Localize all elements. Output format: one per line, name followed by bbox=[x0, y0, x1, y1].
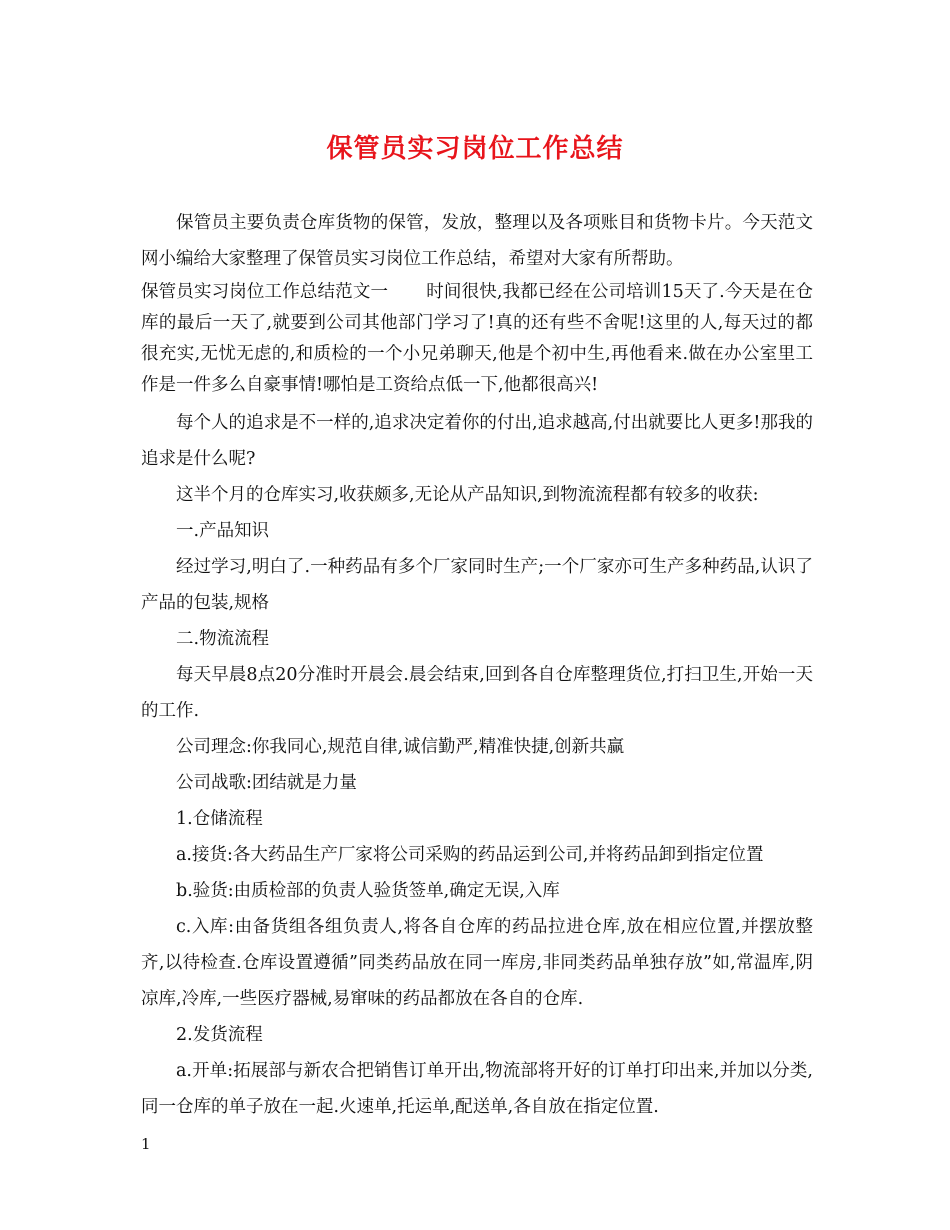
page-number: 1 bbox=[141, 1135, 151, 1153]
body-paragraph: b.验货:由质检部的负责人验货签单,确定无误,入库 bbox=[176, 881, 560, 901]
sample-heading: 保管员实习岗位工作总结范文一 bbox=[141, 282, 389, 302]
sample-paragraph bbox=[141, 277, 813, 401]
body-paragraph: a.接货:各大药品生产厂家将公司采购的药品运到公司,并将药品卸到指定位置 bbox=[176, 845, 764, 865]
body-paragraph: 这半个月的仓库实习,收获颇多,无论从产品知识,到物流流程都有较多的收获: bbox=[176, 485, 759, 505]
sample-lead: 时间很快,我都已经在公司培训15天了.今天是在仓库的最后一天了,就要到公司其他部门学习了!真的还有些不舍呢!这里的人,每天过的都很充实,无忧无虑的,和质检的一个小兄弟聊天,他是个初中生,再他看来.做在办公室里工作是一件多么自豪事情!哪怕是工资给点低一下,他都很高兴! bbox=[141, 282, 813, 395]
body-paragraph: 经过学习,明白了.一种药品有多个厂家同时生产;一个厂家亦可生产多种药品,认识了产品的包装,规格 bbox=[141, 557, 813, 613]
section-heading: 二.物流流程 bbox=[176, 629, 270, 649]
body-paragraph: a.开单:拓展部与新农合把销售订单开出,物流部将开好的订单打印出来,并加以分类,同一仓库的单子放在一起.火速单,托运单,配送单,各自放在指定位置. bbox=[141, 1061, 813, 1117]
subsection-heading: 2.发货流程 bbox=[176, 1025, 263, 1045]
body-paragraph: 公司战歌:团结就是力量 bbox=[176, 773, 357, 793]
body-paragraph: 公司理念:你我同心,规范自律,诚信勤严,精准快捷,创新共赢 bbox=[176, 737, 625, 757]
body-paragraph: c.入库:由备货组各组负责人,将各自仓库的药品拉进仓库,放在相应位置,并摆放整齐,以待检查.仓库设置遵循”同类药品放在同一库房,非同类药品单独存放”如,常温库,阴凉库,冷库,一些医疗器械,易窜味的药品都放在各自的仓库. bbox=[141, 917, 813, 1009]
document-body bbox=[141, 205, 813, 1125]
section-heading: 一.产品知识 bbox=[176, 521, 270, 541]
intro-paragraph: 保管员主要负责仓库货物的保管，发放，整理以及各项账目和货物卡片。今天范文网小编给大家整理了保管员实习岗位工作总结，希望对大家有所帮助。 bbox=[141, 213, 813, 269]
body-paragraph: 每天早晨8点20分准时开晨会.晨会结束,回到各自仓库整理货位,打扫卫生,开始一天的工作. bbox=[141, 665, 813, 721]
document-title: 保管员实习岗位工作总结 bbox=[326, 134, 624, 164]
body-paragraph: 每个人的追求是不一样的,追求决定着你的付出,追求越高,付出就要比人更多!那我的追求是什么呢? bbox=[141, 413, 813, 469]
subsection-heading: 1.仓储流程 bbox=[176, 809, 263, 829]
